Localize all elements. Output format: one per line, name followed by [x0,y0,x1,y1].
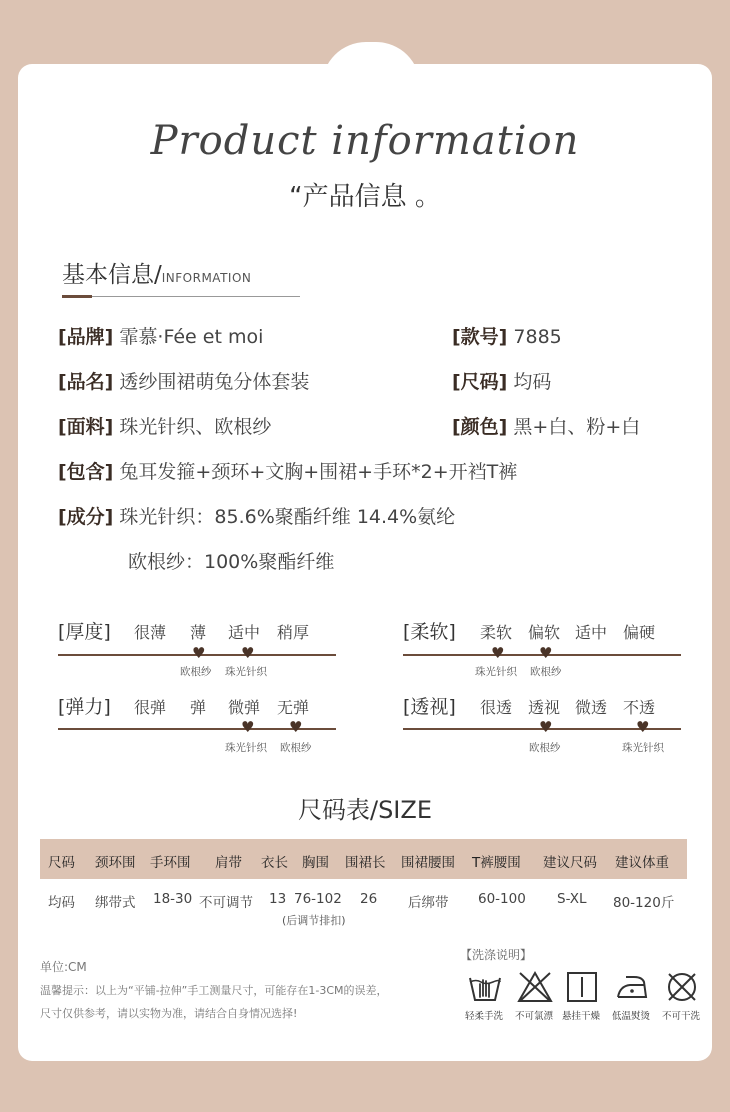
no-bleach-icon [517,970,553,1004]
table-header-cell: 围裙腰围 [401,855,455,871]
info-name [58,367,309,394]
scale-option: 很弹 [134,698,167,717]
info-composition [58,502,455,529]
scale-option: 适中 [228,623,261,642]
include-value: 兔耳发箍+颈环+文胸+围裙+手环*2+开裆T裤 [119,461,518,483]
scale-option: 很透 [480,698,513,717]
table-cell: 13 [269,891,287,907]
wash-label: 悬挂干燥 [562,1011,601,1022]
table-cell: 80-120斤 [613,895,675,911]
section-underline-accent [62,295,92,298]
marker-tag: 欧根纱 [280,742,312,754]
table-cell: S-XL [557,891,587,907]
marker-tag: 珠光针织 [475,666,517,678]
marker-tag: 欧根纱 [530,666,562,678]
scale-option: 弹 [190,698,207,717]
color-label: [颜色] [452,416,508,438]
comp-label: [成分] [58,506,114,528]
brand-label: [品牌] [58,326,114,348]
table-cell: 后绑带 [408,895,449,911]
color-value: 黑+白、粉+白 [513,416,641,438]
heart-marker-icon: ♥ [192,644,206,662]
tip-line-2: 尺寸仅供参考，请以实物为准，请结合自身情况选择! [40,1007,298,1020]
section-underline [62,296,300,297]
scale-option: 很薄 [134,623,167,642]
table-cell: 60-100 [478,891,526,907]
wash-label: 轻柔手洗 [465,1011,504,1022]
marker-tag: 珠光针织 [225,666,267,678]
table-cell: 26 [360,891,378,907]
scale-option: 稍厚 [277,623,310,642]
scale-option: 透视 [528,698,561,717]
table-header-cell: 围裙长 [345,855,386,871]
heart-marker-icon: ♥ [241,644,255,662]
wash-label: 不可干洗 [662,1011,701,1022]
scale-option: 柔软 [480,623,513,642]
heart-marker-icon: ♥ [636,718,650,736]
fabric-label: [面料] [58,416,114,438]
info-fabric [58,412,271,439]
scale-option: 微弹 [228,698,261,717]
marker-tag: 珠光针织 [225,742,267,754]
section-heading [62,256,251,289]
wash-title: 【洗涤说明】 [460,948,533,962]
section-title: 基本信息/ [62,262,162,288]
table-header-cell: T裤腰围 [472,855,521,871]
size-value: 均码 [513,371,552,393]
table-cell: 绑带式 [95,895,136,911]
table-header-cell: 手环围 [150,855,191,871]
table-header-cell: 建议尺码 [543,855,597,871]
info-brand [58,322,263,349]
scale-option: 偏硬 [623,623,656,642]
fabric-value: 珠光针织、欧根纱 [119,416,272,438]
scale-label-softness: [柔软] [403,621,456,643]
table-header-cell: 尺码 [48,855,75,871]
hang-dry-icon [564,970,600,1004]
heart-marker-icon: ♥ [241,718,255,736]
name-label: [品名] [58,371,114,393]
low-iron-icon [614,970,650,1004]
heart-marker-icon: ♥ [539,644,553,662]
info-color [452,412,640,439]
scale-option: 无弹 [277,698,310,717]
info-code [452,322,562,349]
code-label: [款号] [452,326,508,348]
chest-note: (后调节排扣) [282,914,346,927]
marker-tag: 欧根纱 [529,742,561,754]
table-header-cell: 建议体重 [615,855,669,871]
heart-marker-icon: ♥ [539,718,553,736]
info-size [452,367,551,394]
scale-option: 微透 [575,698,608,717]
table-cell: 18-30 [153,891,193,907]
card-top-tab [322,42,420,86]
table-cell: 76-102 [294,891,342,907]
scale-option: 偏软 [528,623,561,642]
brand-value: 霏慕·Fée et moi [119,326,264,348]
table-header-cell: 颈环围 [95,855,136,871]
marker-tag: 珠光针织 [622,742,664,754]
comp-value-2: 欧根纱：100%聚酯纤维 [128,551,335,573]
table-cell: 不可调节 [199,895,253,911]
code-value: 7885 [513,326,562,348]
table-cell: 均码 [48,895,75,911]
heart-marker-icon: ♥ [289,718,303,736]
section-subtitle: INFORMATION [161,271,252,285]
heart-marker-icon: ♥ [491,644,505,662]
no-dry-clean-icon [664,970,700,1004]
wash-label: 低温熨烫 [612,1011,651,1022]
table-header-cell: 肩带 [215,855,242,871]
scale-option: 不透 [623,698,656,717]
marker-tag: 欧根纱 [180,666,212,678]
scale-option: 适中 [575,623,608,642]
comp-value-1: 珠光针织：85.6%聚酯纤维 14.4%氨纶 [119,506,456,528]
include-label: [包含] [58,461,114,483]
wash-label: 不可氯漂 [515,1011,554,1022]
content-card [18,64,712,1061]
size-table-title: 尺码表/SIZE [297,796,432,824]
unit-note: 单位:CM [40,960,87,974]
scale-label-elasticity: [弹力] [58,696,111,718]
scale-label-transparency: [透视] [403,696,456,718]
script-title: Product information [150,118,580,164]
info-include [58,457,517,484]
table-header-cell: 胸围 [302,855,329,871]
size-label: [尺码] [452,371,508,393]
scale-option: 薄 [190,623,207,642]
name-value: 透纱围裙萌兔分体套装 [119,371,310,393]
page-title: “产品信息 。 [289,182,441,212]
hand-wash-icon [467,970,503,1004]
tip-line-1: 温馨提示：以上为“平铺-拉伸”手工测量尺寸，可能存在1-3CM的误差， [40,984,388,997]
table-header-cell: 衣长 [261,855,288,871]
scale-label-thickness: [厚度] [58,621,111,643]
